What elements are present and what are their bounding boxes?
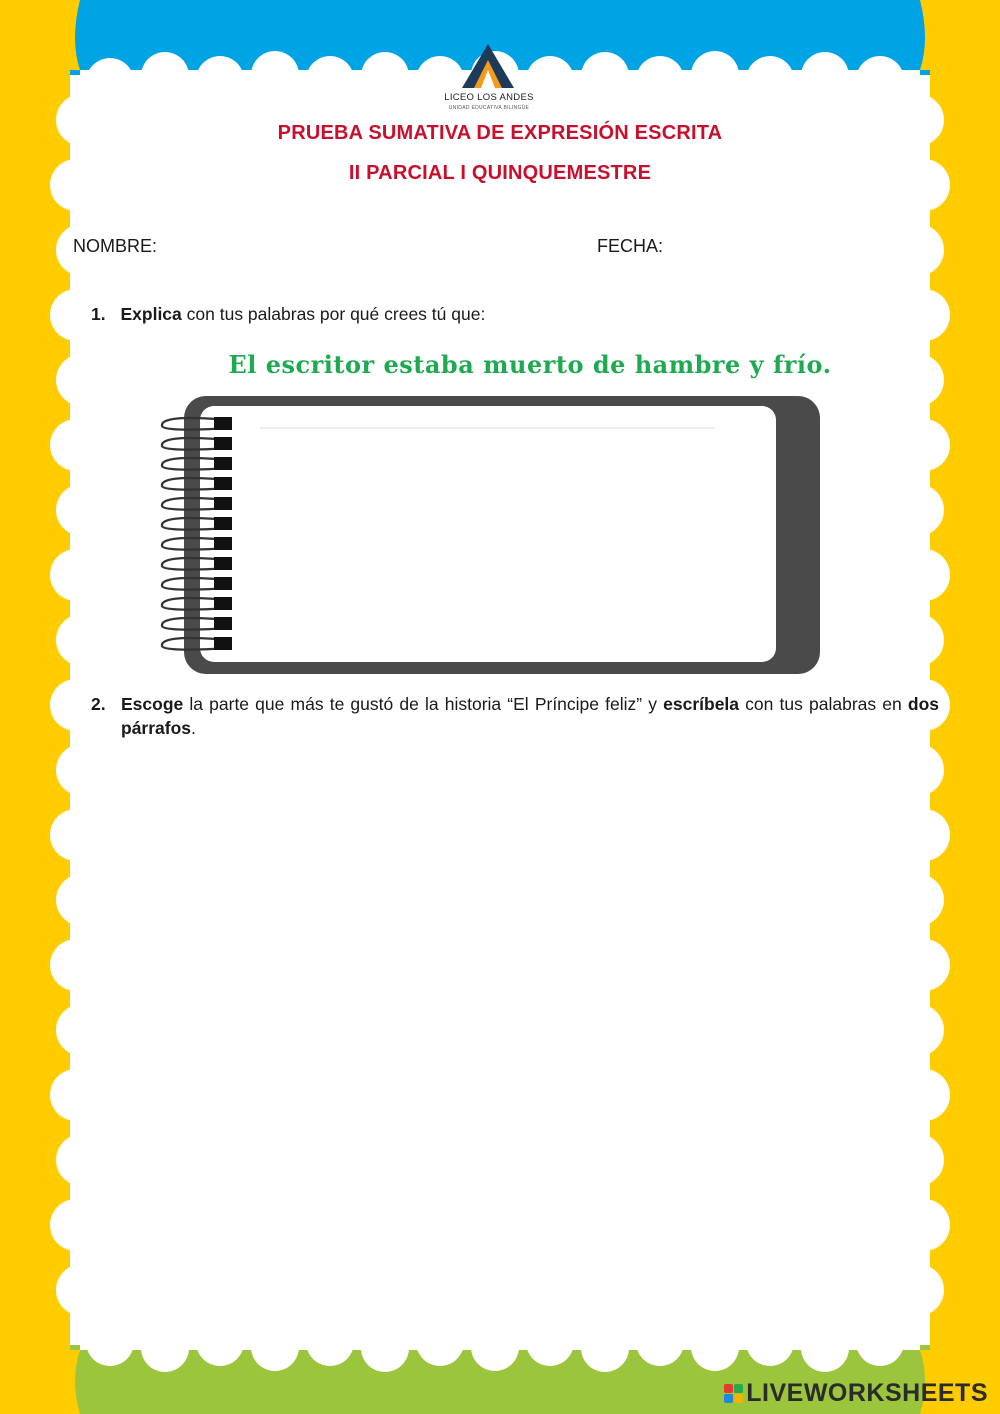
question-2-emphasis: dos párrafos <box>121 694 939 738</box>
question-2 <box>91 692 939 740</box>
question-1 <box>91 302 485 326</box>
date-label: FECHA: <box>597 236 664 256</box>
question-1-sentence: El escritor estaba muerto de hambre y frío. <box>228 350 832 379</box>
question-1-text: con tus palabras por qué crees tú que: <box>181 304 486 324</box>
question-1-number: 1. <box>91 304 106 324</box>
question-2-text-a: la parte que más te gustó de la historia “El Príncipe feliz” y <box>183 694 664 714</box>
page-subtitle: II PARCIAL I QUINQUEMESTRE <box>348 162 652 184</box>
school-logo-icon <box>462 44 514 90</box>
school-subtitle: UNIDAD EDUCATIVA BILINGÜE <box>448 105 530 111</box>
question-2-period: . <box>191 718 196 738</box>
question-2-number: 2. <box>91 694 106 714</box>
answer-2-area[interactable] <box>115 760 905 1300</box>
footer-brand: LIVEWORKSHEETS <box>746 1379 988 1407</box>
question-2-text-b: con tus palabras en <box>739 694 908 714</box>
school-name: LICEO LOS ANDES <box>444 92 534 103</box>
liveworksheets-badge-icon <box>724 1384 743 1403</box>
name-label: NOMBRE: <box>73 236 158 256</box>
page-title: PRUEBA SUMATIVA DE EXPRESIÓN ESCRITA <box>277 122 723 144</box>
liveworksheets-logo <box>724 1379 988 1408</box>
question-2-verb-2: escríbela <box>663 694 740 714</box>
answer-1-area[interactable] <box>215 412 775 652</box>
question-1-verb: Explica <box>120 304 182 324</box>
question-2-verb: Escoge <box>121 694 184 714</box>
